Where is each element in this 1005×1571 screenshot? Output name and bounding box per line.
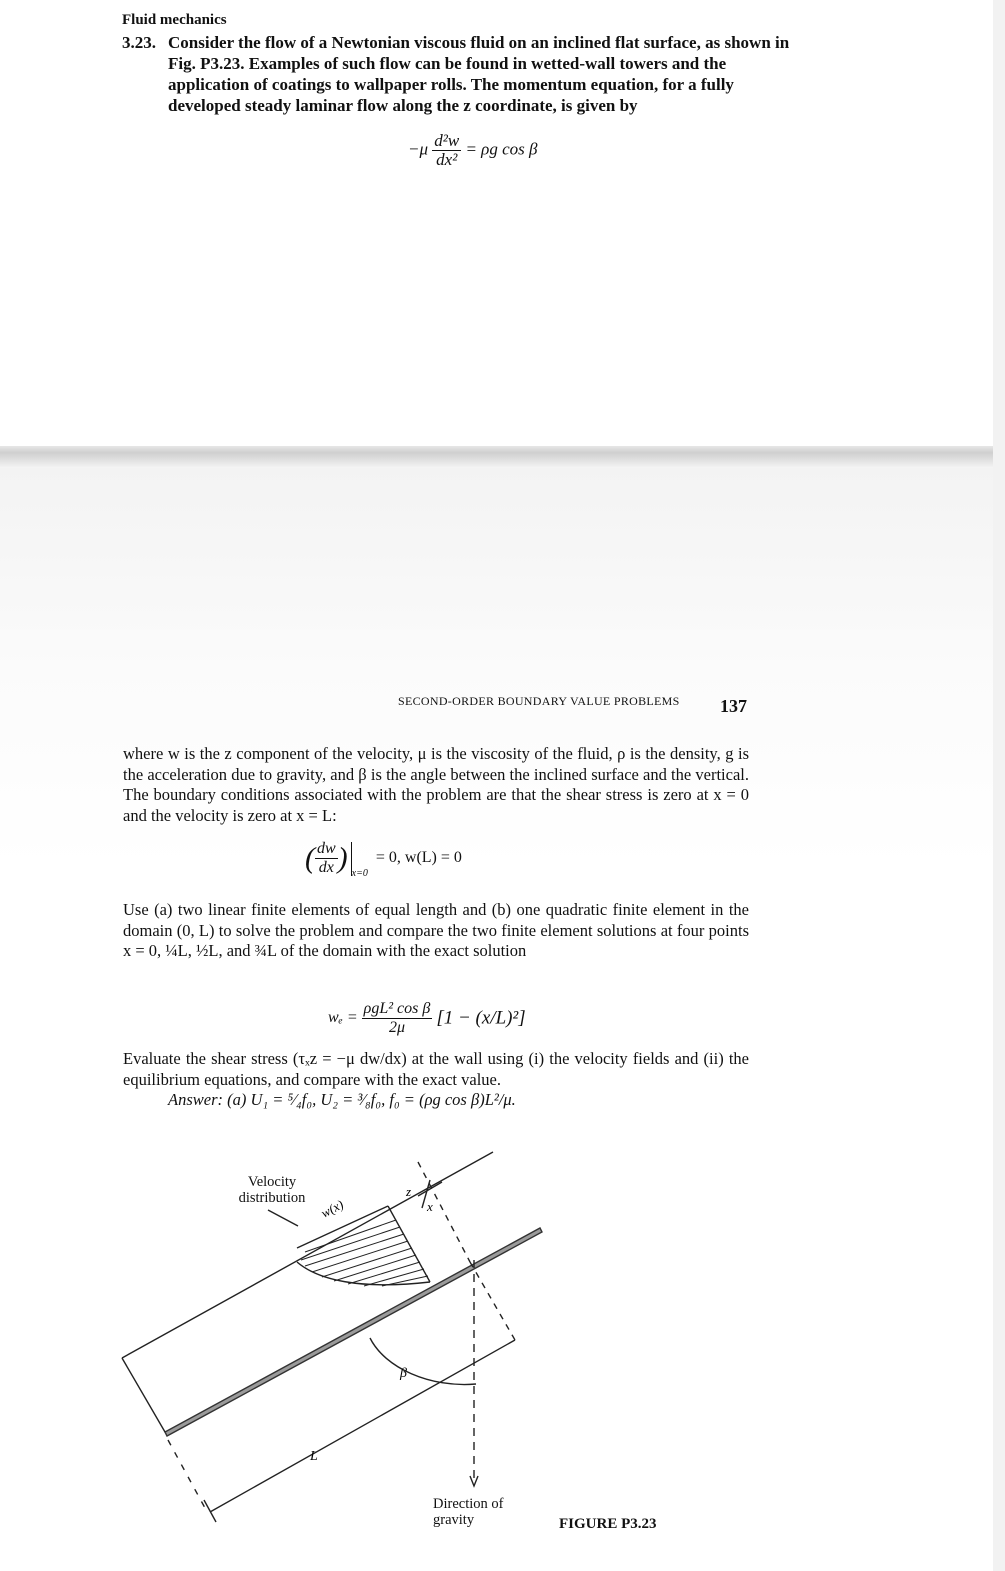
dim-line-right (470, 1262, 515, 1340)
wx-label: w(x) (318, 1196, 346, 1221)
eq-prefix: −μ (408, 139, 429, 159)
momentum-equation (408, 132, 537, 169)
beta-arc (370, 1338, 476, 1385)
page-1 (0, 0, 993, 446)
paragraph-definitions: where w is the z component of the velocity, μ is the viscosity of the fluid, ρ is the density, g is the acceleration due to gravity, and β is the angle between the inclined surface and the vertical. The boundary conditions associated with the problem are that the shear stress is zero at x = 0 and the velocity is zero at x = L: (123, 744, 749, 825)
paragraph-shear: Evaluate the shear stress (τₓz = −μ dw/dx) at the wall using (i) the velocity fields and (ii) the equilibrium equations, and compare with the exact value. (123, 1049, 749, 1089)
L-dimension (210, 1340, 515, 1512)
running-head: Fluid mechanics (122, 12, 227, 28)
x-label: x (427, 1199, 433, 1214)
velocity-distribution-label: Velocity distribution (238, 1174, 306, 1206)
page-header: SECOND-ORDER BOUNDARY VALUE PROBLEMS (398, 694, 680, 708)
exact-solution (328, 1000, 526, 1037)
L-left-dash (168, 1440, 205, 1508)
bc-rest: = 0, w(L) = 0 (375, 849, 462, 867)
exact-numerator: ρgL² cos β (363, 1000, 431, 1017)
figure-caption: FIGURE P3.23 (559, 1516, 657, 1532)
bc-numerator: dw (317, 840, 336, 857)
beta-label: β (400, 1366, 407, 1381)
top-dash (418, 1162, 470, 1262)
eq-fraction (432, 132, 461, 169)
fluid-left-edge (122, 1358, 165, 1432)
exact-bracket: [1 − (x/L)²] (436, 1007, 526, 1029)
boundary-conditions: ( $\frac{dw}{dx}$ ) $_{x=0}$ = 0, w(L) = 0 (305, 840, 462, 880)
exact-lhs: wₑ = (328, 1009, 358, 1027)
bc-denominator: dx (318, 859, 334, 876)
gravity-direction-label: Direction of gravity (433, 1496, 504, 1528)
exact-denominator: 2μ (388, 1019, 406, 1036)
eq-numerator: d²w (434, 131, 460, 150)
bc-fraction (315, 840, 338, 877)
viewer-edge (993, 0, 1005, 1571)
answer-line: Answer: (a) U₁ = ⁵⁄₄f₀, U₂ = ³⁄₈f₀, f₀ = (ρg cos β)L²/μ. (168, 1090, 516, 1109)
figure-p3-23 (110, 1140, 560, 1550)
L-tick-left (204, 1500, 216, 1522)
section-line (388, 1206, 430, 1282)
velocity-hatch (301, 1220, 428, 1286)
paragraph-task: Use (a) two linear finite elements of equal length and (b) one quadratic finite element in the domain (0, L) to solve the problem and compare the two finite element solutions at four points x = 0, ¼L, ½L, and ¾L of the domain with the exact solution (123, 900, 749, 960)
exact-fraction (362, 1000, 433, 1037)
z-label: z (406, 1184, 412, 1199)
problem-number: 3.23. (122, 33, 156, 52)
eq-denominator: dx² (436, 150, 458, 169)
velocity-leader (268, 1210, 298, 1226)
inclined-wall (165, 1228, 542, 1436)
L-label: L (310, 1449, 318, 1464)
problem-statement (122, 32, 798, 116)
outer-boundary-line (297, 1206, 388, 1248)
page-separator (0, 446, 1005, 468)
bc-subscript: x=0 (351, 868, 368, 880)
eq-rhs: = ρg cos β (465, 139, 538, 159)
problem-text: Consider the flow of a Newtonian viscous fluid on an inclined flat surface, as shown in Fig. P3.23. Examples of such flow can be found in wetted-wall towers and the application of coatings to wallpaper rolls. The momentum equation, for a fully developed steady laminar flow along the z coordinate, is given by (168, 33, 790, 115)
page-number: 137 (720, 696, 747, 716)
